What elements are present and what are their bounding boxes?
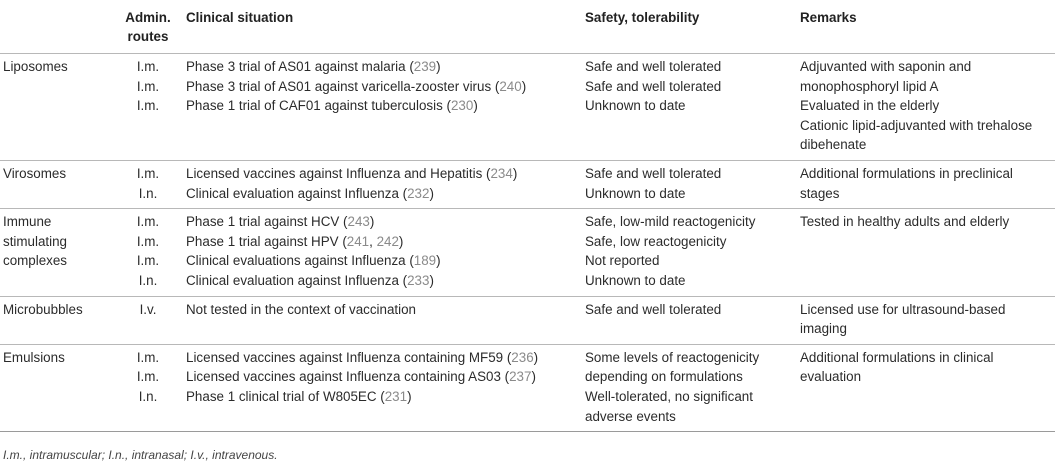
table-row [0,296,1055,344]
cell-safety [585,54,800,161]
platform-line: stimulating [3,233,68,249]
table-row [0,209,1055,296]
cell-admin-routes [110,160,186,208]
table-row [0,54,1055,161]
cell-clinical-situation [186,296,585,344]
header-remarks: Remarks [800,0,1055,54]
remarks-line: Cationic lipid-adjuvanted with trehalose dibehenate [800,117,1033,153]
table-footnote: I.m., intramuscular; I.n., intranasal; I.v., intravenous. [3,448,278,462]
situation-line: Phase 3 trial of AS01 against malaria (239) [186,59,441,74]
cell-remarks [800,54,1055,161]
situation-line [186,300,585,320]
remarks-line: Adjuvanted with saponin and monophosphoryl lipid A [800,59,972,94]
safety-line: Unknown to date [585,98,686,114]
header-admin-routes: Admin. routes [110,0,186,54]
reference-number: 236 [511,349,534,365]
cell-clinical-situation [186,54,585,161]
safety-line: Safe, low-mild reactogenicity [585,214,756,230]
reference-number: 233 [407,272,430,288]
cell-admin-routes [110,344,186,431]
header-clinical-situation: Clinical situation [186,0,585,54]
cell-clinical-situation [186,209,585,296]
route-line: I.m. [136,165,160,181]
situation-text: Clinical evaluations against Influenza [186,253,406,269]
situation-text: Licensed vaccines against Influenza and Hepatitis [186,165,483,181]
cell-admin-routes [110,296,186,344]
route-line: I.m. [136,233,160,249]
situation-text: Phase 3 trial of AS01 against malaria [186,59,406,74]
reference-number: 189 [413,253,437,269]
situation-text: Phase 3 trial of AS01 against varicella-zooster virus [186,78,492,94]
route-line: I.m. [136,59,160,74]
cell-safety [585,209,800,296]
situation-line: Clinical evaluations against Influenza (189) [186,253,441,269]
cell-remarks [800,209,1055,296]
route-line: I.m. [136,214,160,230]
safety-line: Safe and well tolerated [585,301,722,317]
route-line: I.n. [138,388,158,404]
platform-line: Emulsions [3,349,65,365]
situation-text: Phase 1 trial against HCV [186,214,340,230]
cell-safety [585,344,800,431]
situation-line: Phase 3 trial of AS01 against varicella-zooster virus (240) [186,78,527,94]
safety-line: Not reported [585,253,660,269]
cell-remarks [800,160,1055,208]
table-row [0,160,1055,208]
table-body [0,54,1055,432]
route-line: I.n. [138,272,158,288]
reference-number: 240 [499,78,522,94]
situation-text: Licensed vaccines against Influenza containing MF59 [186,349,504,365]
route-line: I.m. [136,369,160,385]
reference-number: 241 [346,233,370,249]
cell-platform [0,344,110,431]
route-line: I.v. [139,301,157,317]
situation-line: Phase 1 clinical trial of W805EC (231) [186,388,412,404]
situation-line: Licensed vaccines against Influenza containing AS03 (237) [186,369,536,385]
remarks-line: Additional formulations in clinical evaluation [800,349,994,385]
cell-platform [0,54,110,161]
situation-text: Clinical evaluation against Influenza [186,185,399,201]
safety-line: Well-tolerated, no significant adverse events [585,388,753,424]
reference-number: 232 [407,185,430,201]
situation-text: Clinical evaluation against Influenza [186,272,399,288]
route-line: I.m. [136,253,160,269]
route-line: I.m. [136,78,160,94]
reference-number: 234 [490,165,513,181]
platform-line: Microbubbles [3,301,83,317]
remarks-line: Licensed use for ultrasound-based imaging [800,301,1006,337]
situation-line: Licensed vaccines against Influenza containing MF59 (236) [186,349,539,365]
cell-clinical-situation [186,344,585,431]
cell-safety [585,296,800,344]
situation-line: Phase 1 trial against HCV (243) [186,214,375,230]
reference-number: 231 [384,388,408,404]
situation-line: Phase 1 trial against HPV (241, 242) [186,233,404,249]
situation-line: Phase 1 trial of CAF01 against tuberculosis (230) [186,98,478,114]
situation-text: Phase 1 clinical trial of W805EC [186,388,377,404]
platform-line: Immune [3,214,52,230]
remarks-line: Tested in healthy adults and elderly [800,214,1010,230]
safety-line: Unknown to date [585,272,686,288]
route-line: I.m. [136,349,160,365]
route-line: I.n. [138,185,158,201]
safety-line: Safe and well tolerated [585,165,722,181]
header-row [0,0,1055,54]
cell-admin-routes [110,54,186,161]
safety-line: Safe and well tolerated [585,59,722,74]
table-row [0,344,1055,431]
cell-remarks [800,296,1055,344]
reference-number: 243 [347,214,370,230]
platform-line: Liposomes [3,59,68,74]
platform-line: Virosomes [3,165,67,181]
safety-line: Some levels of reactogenicity depending on formulations [585,349,760,385]
cell-remarks [800,344,1055,431]
situation-text: Phase 1 trial of CAF01 against tuberculosis [186,98,443,114]
platform-line: complexes [3,253,68,269]
situation-line: Clinical evaluation against Influenza (233) [186,272,434,288]
header-platform [0,0,110,54]
cell-platform [0,296,110,344]
reference-number: 237 [509,369,532,385]
situation-line: Clinical evaluation against Influenza (232) [186,185,434,201]
cell-admin-routes [110,209,186,296]
safety-line: Unknown to date [585,185,686,201]
reference-number: 230 [450,98,474,114]
situation-text: Not tested in the context of vaccination [186,301,417,317]
safety-line: Safe and well tolerated [585,78,722,94]
route-line: I.m. [136,98,160,114]
situation-line: Licensed vaccines against Influenza and Hepatitis (234) [186,165,518,181]
reference-number: 239 [413,59,437,74]
remarks-line: Additional formulations in preclinical stages [800,165,1013,201]
cell-platform [0,160,110,208]
remarks-line: Evaluated in the elderly [800,98,940,114]
cell-clinical-situation [186,160,585,208]
situation-text: Phase 1 trial against HPV [186,233,339,249]
header-safety-tolerability: Safety, tolerability [585,0,800,54]
safety-line: Safe, low reactogenicity [585,233,727,249]
situation-text: Licensed vaccines against Influenza containing AS03 [186,369,501,385]
reference-number: 242 [376,233,399,249]
cell-safety [585,160,800,208]
cell-platform [0,209,110,296]
